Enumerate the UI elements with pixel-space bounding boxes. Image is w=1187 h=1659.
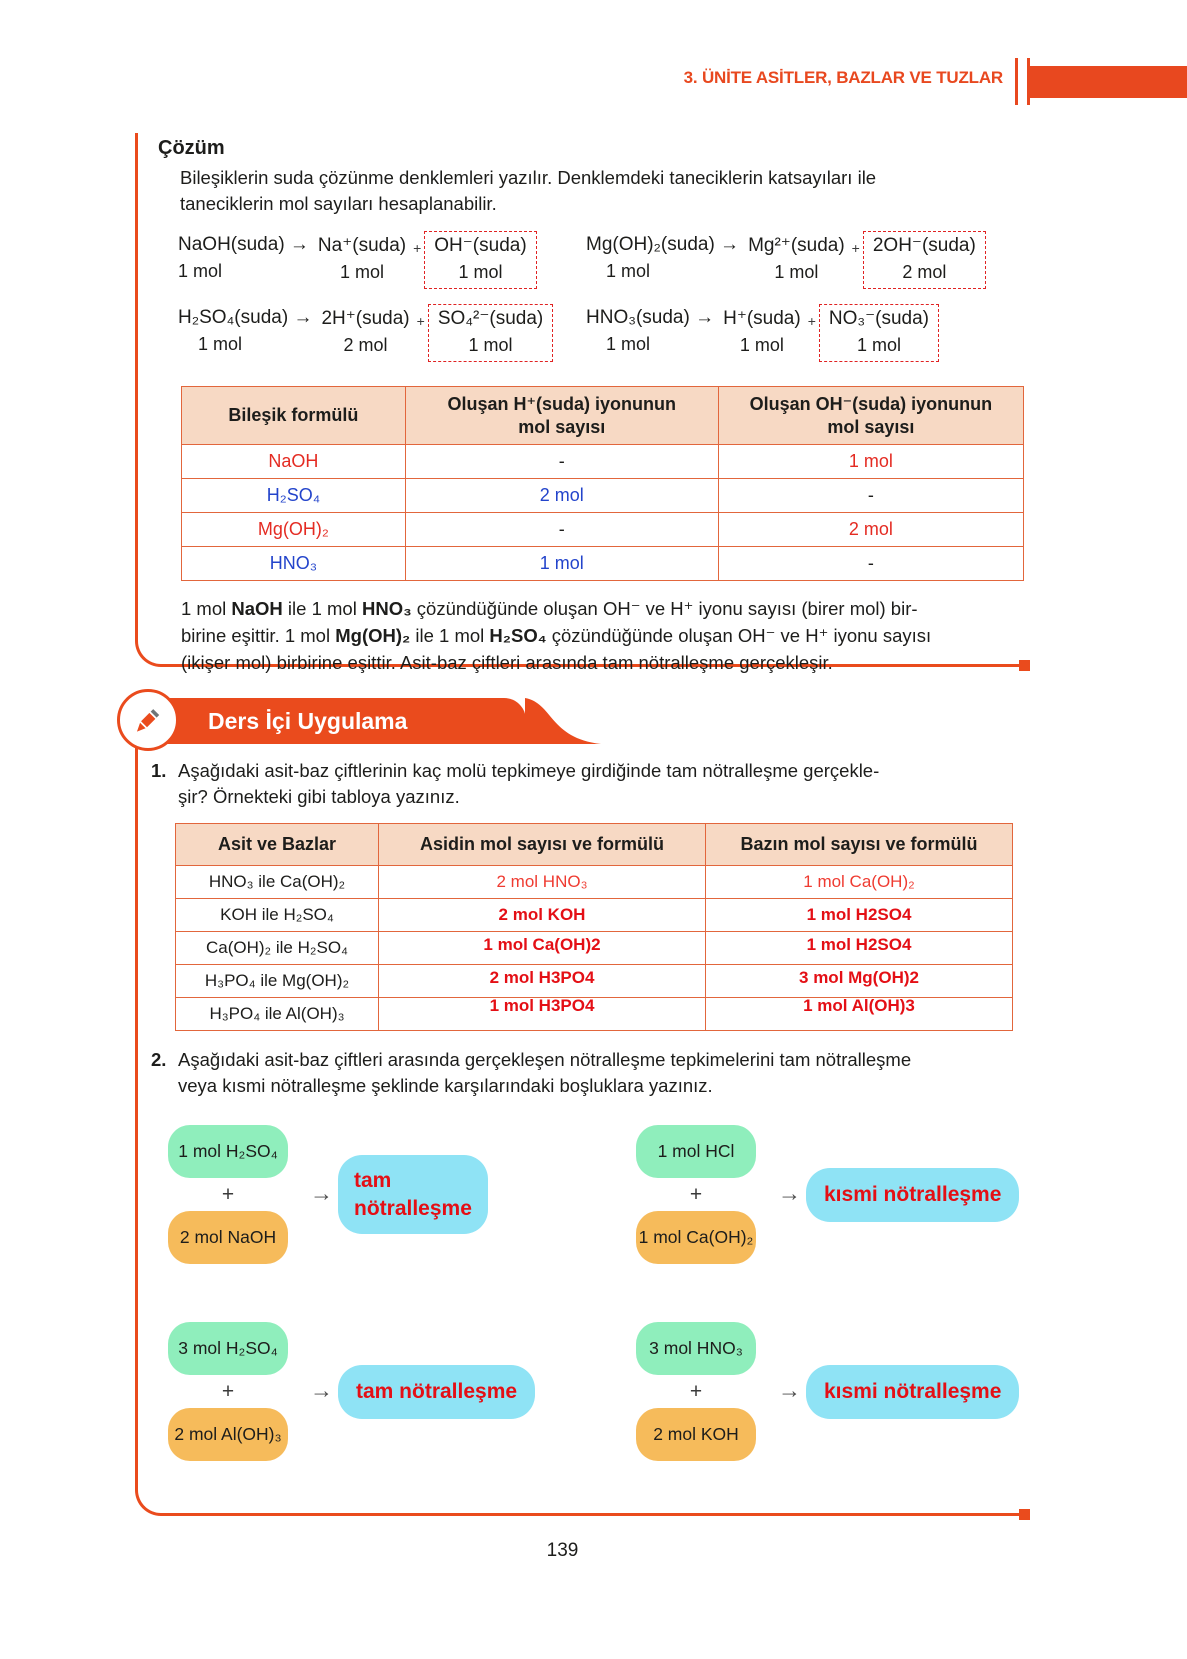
text-segment: ile 1 mol	[282, 598, 362, 620]
formula: H⁺(suda)	[723, 308, 801, 330]
table-cell-pair: KOH ile H₂SO₄	[176, 898, 379, 931]
table-cell-base: 1 mol H2SO4	[706, 898, 1013, 931]
table-header-cell	[718, 387, 1023, 445]
acid-chip: 1 mol H₂SO₄	[168, 1125, 288, 1178]
note-line	[181, 623, 1031, 650]
table-cell-pair: H₃PO₄ ile Mg(OH)₂	[176, 964, 379, 997]
table-header-cell	[405, 387, 718, 445]
table-row	[182, 445, 1024, 479]
mol-label: 1 mol	[178, 261, 223, 282]
plus-sign: +	[413, 240, 422, 257]
arrow-icon: →	[310, 1180, 333, 1207]
banner-tail-icon	[525, 698, 601, 744]
mol-label: 1 mol	[739, 335, 784, 356]
pair-hno3-koh	[636, 1322, 1024, 1461]
result-chip: kısmi nötralleşme	[806, 1168, 1019, 1222]
banner-title: Ders İçi Uygulama	[208, 708, 408, 734]
mol-label: 1 mol	[458, 262, 503, 283]
acid-chip: 3 mol HNO₃	[636, 1322, 756, 1375]
text-segment: çözündüğünde oluşan OH⁻ ve H⁺ iyonu sayısı	[546, 624, 932, 646]
table-row	[176, 898, 1013, 931]
equation-h2so4	[178, 307, 586, 362]
table-header-cell: Asidin mol sayısı ve formülü	[379, 823, 706, 865]
formula-bold: NaOH	[231, 598, 283, 620]
mol-label: 1 mol	[774, 262, 819, 283]
table-cell-oh: 1 mol	[718, 445, 1023, 479]
pair-stack	[168, 1322, 333, 1461]
table-row	[176, 865, 1013, 898]
table-header-cell: Bazın mol sayısı ve formülü	[706, 823, 1013, 865]
mol-label: 1 mol	[468, 335, 513, 356]
solution-heading: Çözüm	[158, 137, 225, 159]
table-cell-base: 3 mol Mg(OH)2	[706, 961, 1013, 994]
unit-tab-rect-icon	[1030, 66, 1187, 98]
table-cell-base: 1 mol Ca(OH)₂	[706, 865, 1013, 898]
text-segment: 1 mol	[181, 598, 232, 620]
question-line: şir? Örnekteki gibi tabloya yazınız.	[178, 786, 460, 808]
mol-label: 2 mol	[902, 262, 947, 283]
table-row	[182, 513, 1024, 547]
table-row	[182, 479, 1024, 513]
equation-reactant	[178, 234, 309, 282]
question-number: 1.	[151, 760, 167, 781]
text-segment: çözündüğünde oluşan OH⁻ ve H⁺ iyonu sayısı (birer mol) bir-	[411, 598, 918, 620]
equation-cation	[723, 307, 801, 356]
mol-label: 1 mol	[340, 262, 385, 283]
table-cell-h: -	[405, 513, 718, 547]
equation-reactant	[586, 307, 714, 355]
base-chip: 2 mol Al(OH)₃	[168, 1408, 288, 1461]
unit-tab-bar-icon	[1015, 58, 1030, 105]
equation-reactant	[586, 234, 739, 282]
pencil-icon	[117, 689, 179, 751]
table-header-text: Oluşan OH⁻(suda) iyonunun mol sayısı	[749, 394, 993, 437]
dissolution-equations	[178, 234, 1024, 362]
mol-label: 1 mol	[606, 261, 651, 282]
intro-line: taneciklerin mol sayıları hesaplanabilir.	[180, 192, 497, 214]
pair-h2so4-aloh3	[168, 1322, 636, 1461]
plus-sign: +	[221, 1182, 235, 1206]
table-cell-formula: H₂SO₄	[182, 479, 406, 513]
pair-h2so4-naoh	[168, 1125, 636, 1264]
formula: NO₃⁻(suda)	[828, 308, 930, 330]
question-text	[178, 758, 879, 811]
page-number: 139	[546, 1540, 579, 1561]
formula: H₂SO₄(suda) →	[178, 307, 313, 329]
table-cell-acid: 1 mol Ca(OH)2	[379, 928, 706, 961]
pair-hcl-caoh2	[636, 1125, 1024, 1264]
table-cell-acid: 1 mol H3PO4	[379, 989, 706, 1022]
formula: OH⁻(suda)	[434, 235, 527, 257]
intro-line: Bileşiklerin suda çözünme denklemleri yazılır. Denklemdeki taneciklerin katsayıları ile	[180, 167, 877, 188]
text-segment: birine eşittir. 1 mol	[181, 624, 336, 646]
base-chip: 2 mol KOH	[636, 1408, 756, 1461]
table-header-cell: Asit ve Bazlar	[176, 823, 379, 865]
operator-row	[636, 1178, 801, 1211]
question-text	[178, 1047, 911, 1100]
table-cell-base: 1 mol H2SO4	[706, 928, 1013, 961]
result-chip: tam nötralleşme	[338, 1365, 535, 1419]
formula-bold: H₂SO₄	[489, 624, 547, 646]
mol-label: 1 mol	[606, 334, 651, 355]
formula-bold: HNO₃	[361, 598, 412, 620]
pair-stack	[636, 1322, 801, 1461]
highlighted-ion-box	[863, 231, 986, 289]
mol-label: 2 mol	[343, 335, 388, 356]
note-line	[181, 596, 1031, 623]
activity-section	[135, 700, 1024, 1516]
plus-sign: +	[416, 313, 425, 330]
table-cell-h: -	[405, 445, 718, 479]
question-number: 2.	[151, 1048, 167, 1070]
formula: Mg(OH)₂(suda) →	[586, 234, 740, 256]
acid-chip: 1 mol HCl	[636, 1125, 756, 1178]
plus-sign: +	[689, 1379, 703, 1403]
table-cell-base: 1 mol Al(OH)3	[706, 989, 1013, 1022]
plus-sign: +	[851, 240, 860, 257]
result-chip: tam nötralleşme	[338, 1155, 488, 1234]
formula: Mg²⁺(suda)	[748, 235, 845, 257]
table-header-row	[176, 823, 1013, 865]
table-row	[176, 997, 1013, 1030]
highlighted-ion-box	[428, 304, 553, 362]
note-line	[181, 650, 1031, 677]
question-line: Aşağıdaki asit-baz çiftlerinin kaç molü tepkimeye girdiğinde tam nötralleşme gerçekle-	[178, 760, 880, 781]
table-cell-formula: Mg(OH)₂	[182, 513, 406, 547]
result-chip: kısmi nötralleşme	[806, 1365, 1019, 1419]
pair-stack	[636, 1125, 801, 1264]
solution-section	[135, 133, 1024, 673]
solution-note	[181, 596, 1031, 676]
highlighted-ion-box	[819, 304, 939, 362]
table-row	[176, 931, 1013, 964]
acid-chip: 3 mol H₂SO₄	[168, 1322, 288, 1375]
plus-sign: +	[807, 313, 816, 330]
table-cell-formula: HNO₃	[182, 547, 406, 581]
formula: 2H⁺(suda)	[321, 308, 410, 330]
mol-label: 1 mol	[198, 334, 243, 355]
formula: NaOH(suda) →	[178, 234, 309, 256]
text-segment: (ikişer mol) birbirine eşittir. Asit-baz çiftleri arasında tam nötralleşme gerçekleşir.	[181, 651, 833, 673]
acid-base-table	[175, 823, 1013, 1031]
plus-sign: +	[689, 1182, 703, 1206]
table-cell-h: 2 mol	[405, 479, 718, 513]
plus-sign: +	[221, 1379, 235, 1403]
solution-intro	[180, 165, 990, 216]
formula: Na⁺(suda)	[317, 235, 407, 257]
text-segment: ile 1 mol	[410, 624, 490, 646]
operator-row	[636, 1375, 801, 1408]
highlighted-ion-box	[424, 231, 536, 289]
table-cell-pair: H₃PO₄ ile Al(OH)₃	[176, 997, 379, 1030]
equation-reactant	[178, 307, 312, 355]
equation-cation	[318, 234, 406, 283]
table-cell-oh: 2 mol	[718, 513, 1023, 547]
arrow-icon: →	[310, 1377, 333, 1404]
table-cell-h: 1 mol	[405, 547, 718, 581]
question-1	[151, 758, 1024, 811]
equation-hno3	[586, 307, 1024, 362]
arrow-icon: →	[778, 1180, 801, 1207]
question-line: Aşağıdaki asit-baz çiftleri arasında gerçekleşen nötralleşme tepkimelerini tam nötralleşme	[178, 1048, 912, 1070]
question-2	[151, 1047, 1024, 1100]
table-cell-acid: 2 mol KOH	[379, 898, 706, 931]
table-cell-oh: -	[718, 547, 1023, 581]
formula-bold: Mg(OH)₂	[335, 624, 411, 646]
equation-naoh	[178, 234, 586, 289]
operator-row	[168, 1178, 333, 1211]
table-row	[182, 547, 1024, 581]
formula: SO₄²⁻(suda)	[437, 308, 544, 330]
equation-cation	[748, 234, 845, 283]
equation-cation	[321, 307, 409, 356]
unit-title: 3. ÜNİTE ASİTLER, BAZLAR VE TUZLAR	[683, 68, 1003, 87]
ion-mol-table	[181, 386, 1024, 581]
equation-mgoh2	[586, 234, 1024, 289]
table-header-cell: Bileşik formülü	[182, 387, 406, 445]
neutralization-pairs	[168, 1125, 1024, 1461]
table-header-text: Oluşan H⁺(suda) iyonunun mol sayısı	[447, 394, 677, 437]
table-cell-formula: NaOH	[182, 445, 406, 479]
base-chip: 1 mol Ca(OH)₂	[636, 1211, 756, 1264]
pair-stack	[168, 1125, 333, 1264]
base-chip: 2 mol NaOH	[168, 1211, 288, 1264]
formula: HNO₃(suda) →	[586, 307, 715, 329]
table-header-row	[182, 387, 1024, 445]
arrow-icon: →	[778, 1377, 801, 1404]
table-cell-oh: -	[718, 479, 1023, 513]
question-line: veya kısmi nötralleşme şeklinde karşılarındaki boşluklara yazınız.	[178, 1074, 713, 1096]
mol-label: 1 mol	[856, 335, 901, 356]
table-cell-acid: 2 mol HNO₃	[379, 865, 706, 898]
operator-row	[168, 1375, 333, 1408]
formula: 2OH⁻(suda)	[872, 235, 976, 257]
table-cell-pair: Ca(OH)₂ ile H₂SO₄	[176, 931, 379, 964]
table-cell-acid: 2 mol H3PO4	[379, 961, 706, 994]
table-cell-pair: HNO₃ ile Ca(OH)₂	[176, 865, 379, 898]
